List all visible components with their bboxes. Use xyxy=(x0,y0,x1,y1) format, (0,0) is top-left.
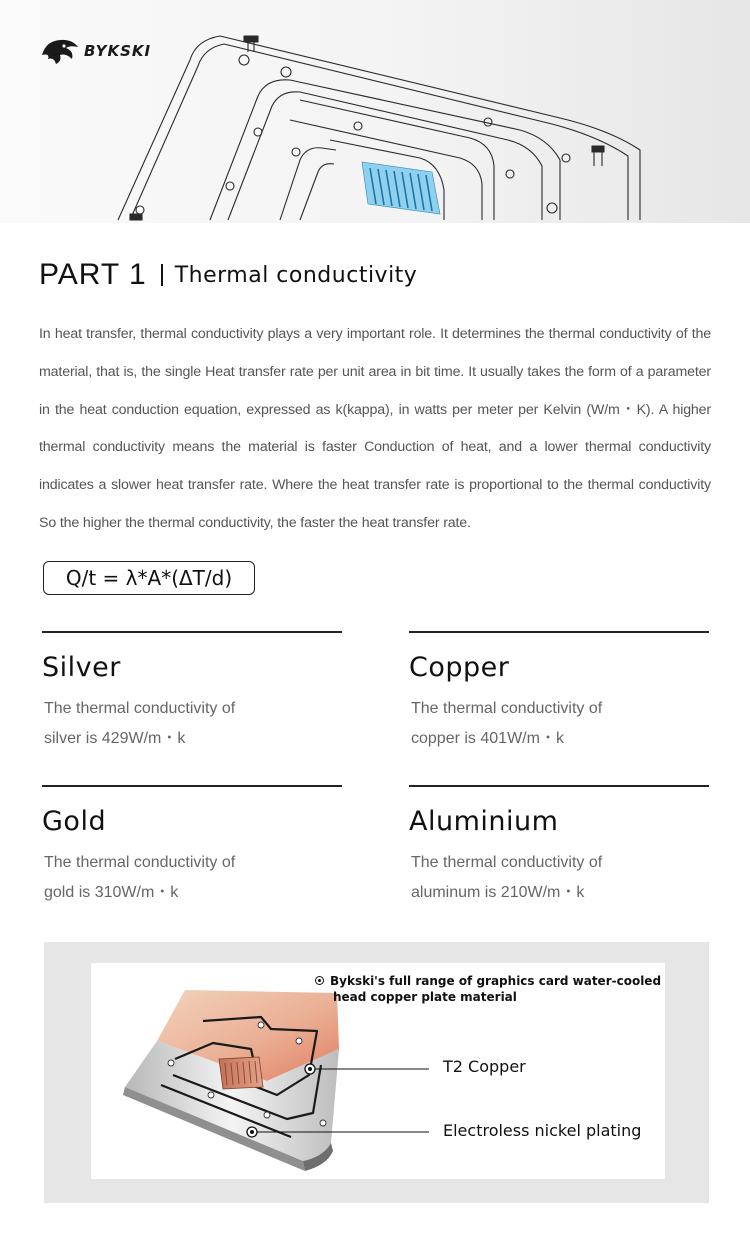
metal-card-gold xyxy=(42,785,342,908)
metal-name: Copper xyxy=(409,652,510,683)
brand-logo-text: BYKSKI xyxy=(84,42,152,60)
metal-description: The thermal conductivity of silver is 429W/m・k xyxy=(44,700,236,747)
metal-name: Gold xyxy=(42,806,107,837)
metal-description: The thermal conductivity of copper is 401W/m・k xyxy=(411,700,603,747)
hero-banner xyxy=(0,0,750,223)
metal-card-copper xyxy=(409,631,709,754)
material-figure xyxy=(91,963,665,1179)
metal-card-aluminium xyxy=(409,785,709,908)
heading-divider xyxy=(161,264,163,286)
intro-paragraph: In heat transfer, thermal conductivity plays a very important role. It determines the thermal conductivity of the material, that is, the single Heat transfer rate per unit area in bit time. It usually takes the form of a parameter in the heat conduction equation, expressed as k(kappa), in watts per meter per Kelvin (W/m・K). A higher thermal conductivity means the material is faster Conduction of heat, and a lower thermal conductivity indicates a slower heat transfer rate. Where the heat transfer rate is proportional to the thermal conductivity So the higher the thermal conductivity, the faster the heat transfer rate. xyxy=(39,326,711,531)
card-divider xyxy=(42,785,342,787)
metal-description: The thermal conductivity of aluminum is 210W/m・k xyxy=(411,854,603,901)
section-title: Thermal conductivity xyxy=(174,262,418,288)
card-divider xyxy=(409,785,709,787)
callout-label-copper: T2 Copper xyxy=(443,1057,526,1076)
caption-line-1: Bykski's full range of graphics card water-cooled xyxy=(330,974,662,988)
brand-logo xyxy=(40,36,151,66)
dragon-logo-icon xyxy=(40,37,80,65)
formula-box: Q/t = λ*A*(ΔT/d) xyxy=(43,561,255,595)
material-caption xyxy=(315,973,661,1005)
material-panel xyxy=(44,942,709,1203)
card-divider xyxy=(42,631,342,633)
metal-name: Silver xyxy=(42,652,121,683)
section-heading xyxy=(39,258,417,292)
target-bullet-icon xyxy=(315,976,324,985)
metal-name: Aluminium xyxy=(409,806,559,837)
fin-array xyxy=(362,162,440,214)
metal-description: The thermal conductivity of gold is 310W/m・k xyxy=(44,854,236,901)
callout-label-nickel: Electroless nickel plating xyxy=(443,1121,642,1140)
water-block-illustration xyxy=(0,0,750,223)
metal-card-silver xyxy=(42,631,342,754)
card-divider xyxy=(409,631,709,633)
caption-line-2: head copper plate material xyxy=(333,990,517,1004)
part-label: PART 1 xyxy=(39,258,147,291)
